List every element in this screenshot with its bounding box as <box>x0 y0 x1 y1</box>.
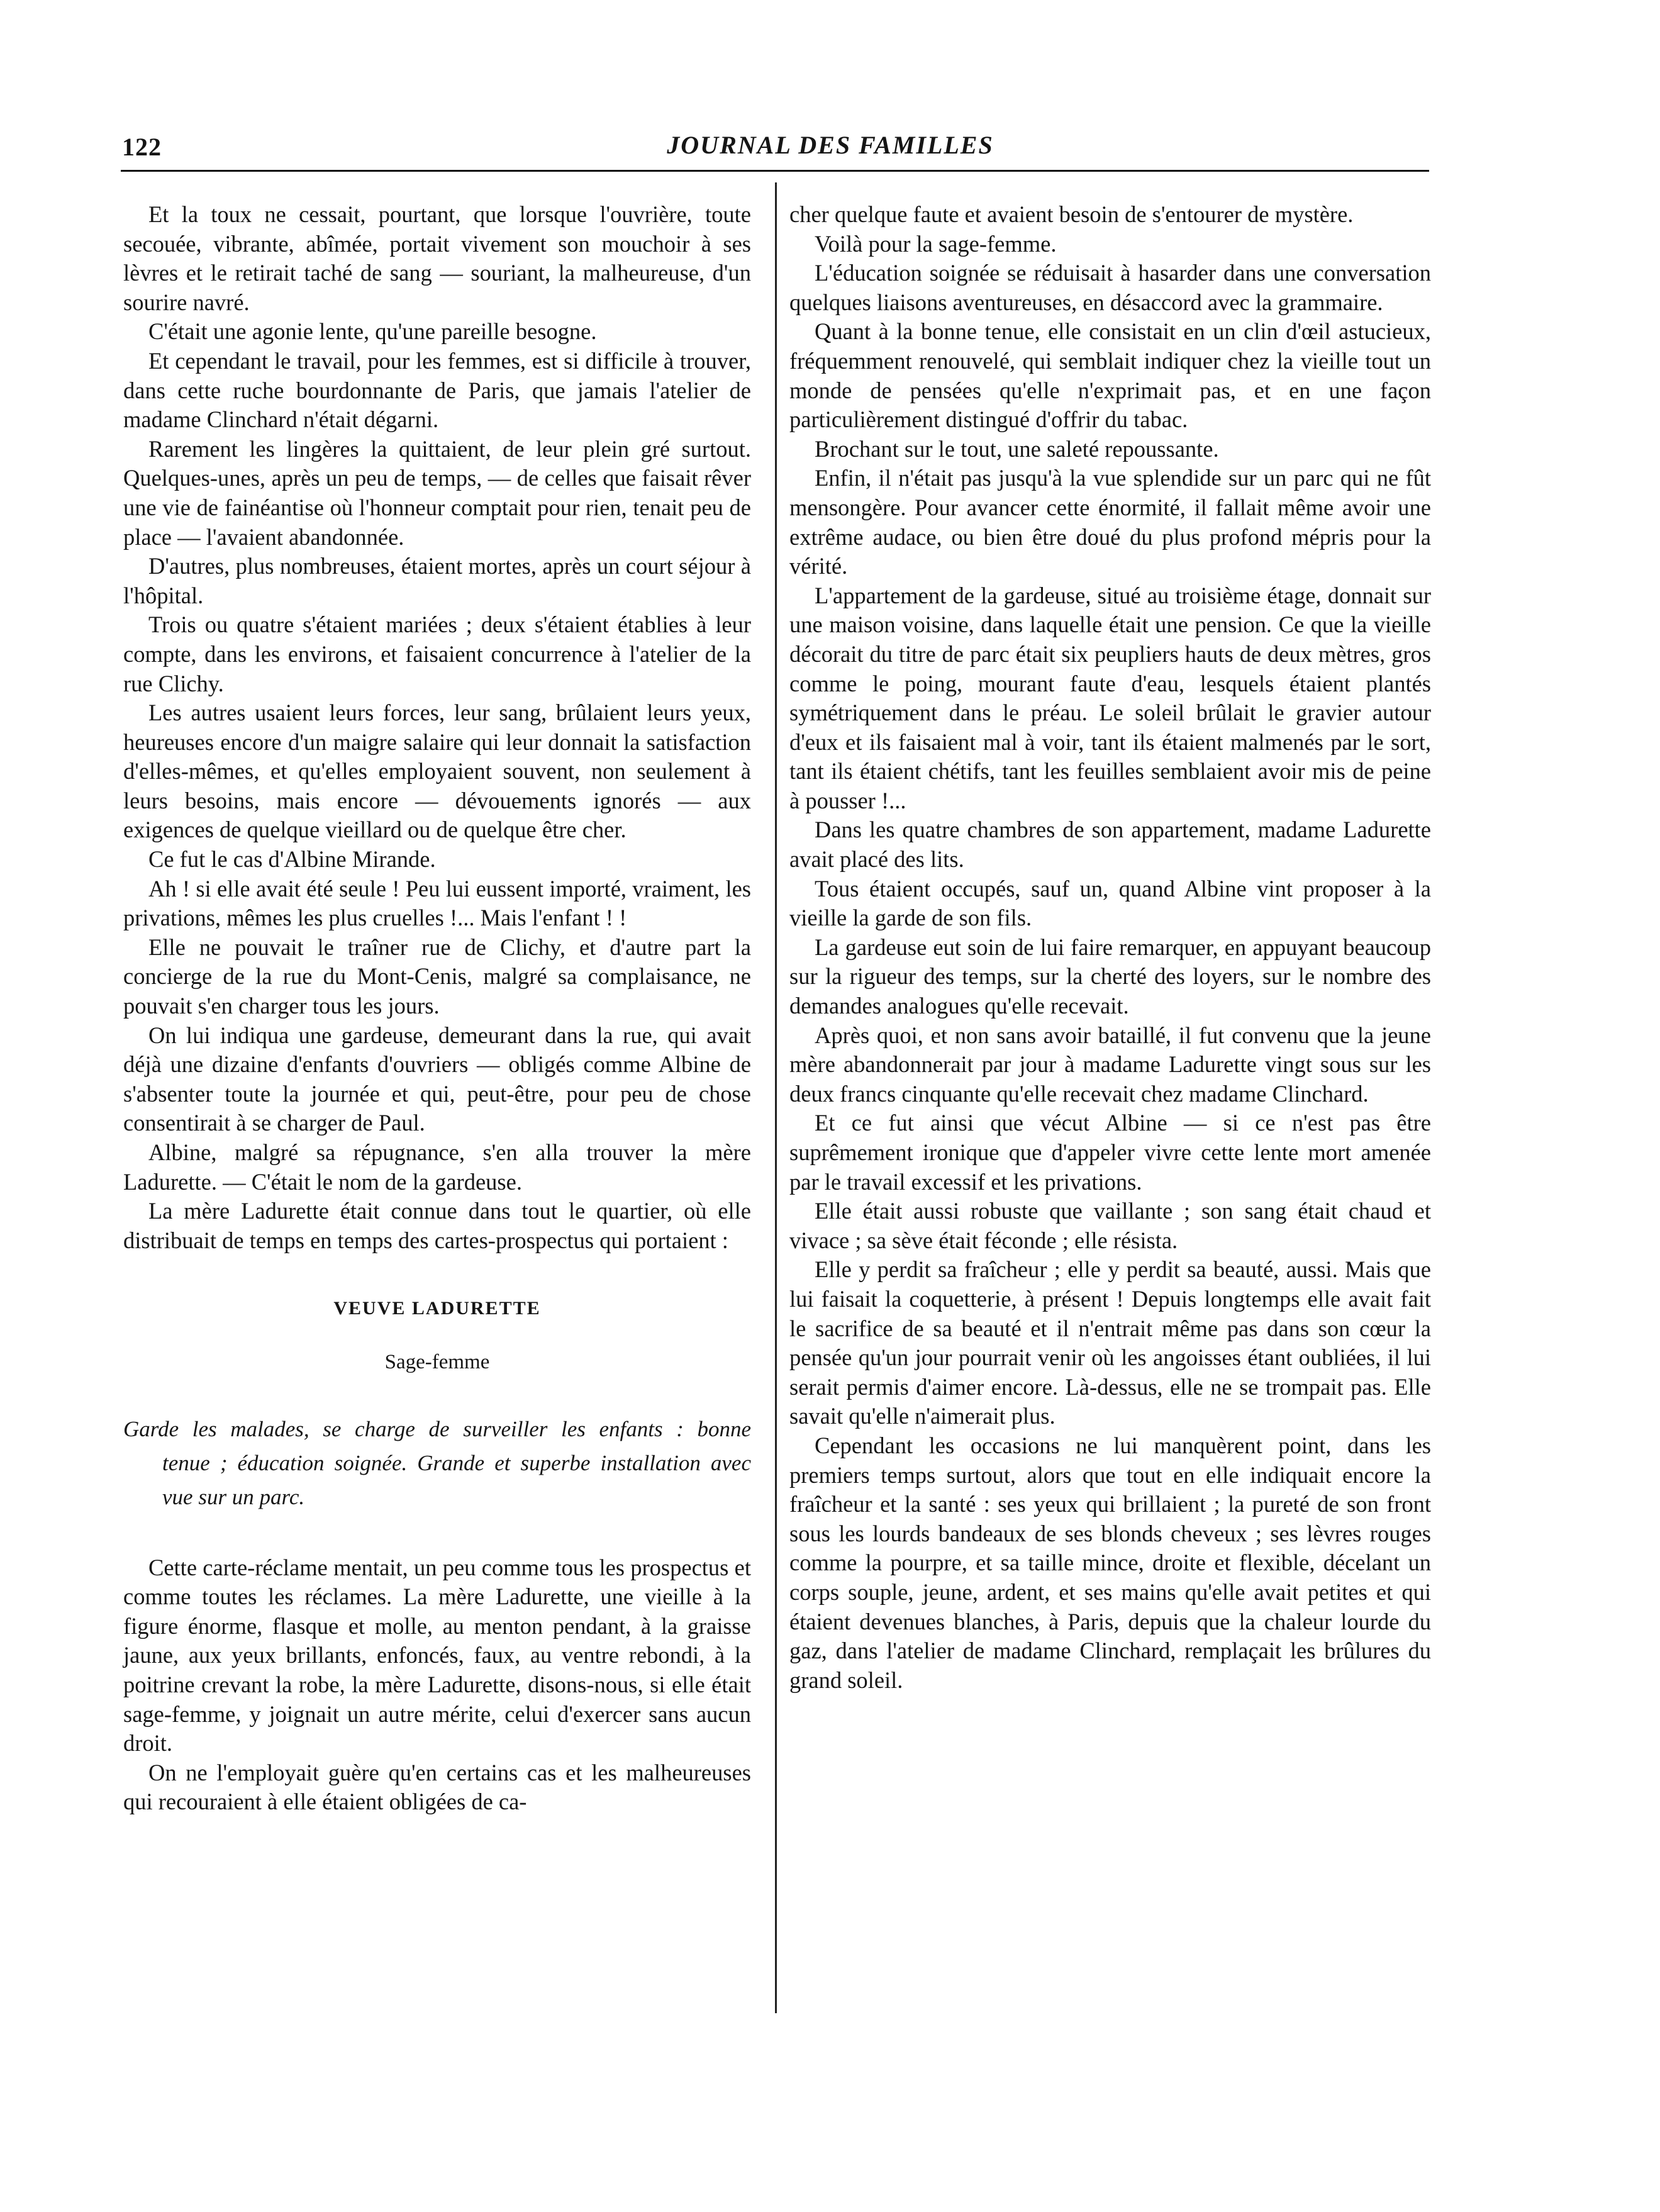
paragraph: Trois ou quatre s'étaient mariées ; deux s'étaient établies à leur compte, dans les environs, et faisaient concurrence à l'atelier de la rue Clichy. <box>123 612 751 696</box>
right-column-text <box>789 200 1431 1695</box>
card-subtitle: Sage-femme <box>384 1350 490 1373</box>
paragraph: Voilà pour la sage-femme. <box>815 230 1057 257</box>
right-column <box>789 200 1431 1695</box>
paragraph: La gardeuse eut soin de lui faire remarquer, en appuyant beaucoup sur la rigueur des temps, sur la cherté des loyers, sur le nombre des demandes analogues qu'elle recevait. <box>789 934 1431 1019</box>
paragraph: Et cependant le travail, pour les femmes, est si difficile à trouver, dans cette ruche bourdonnante de Paris, que jamais l'atelier de madame Clinchard n'était dégarni. <box>123 347 751 433</box>
paragraph: Cette carte-réclame mentait, un peu comme tous les prospectus et comme toutes les réclames. La mère Ladurette, une vieille à la figure énorme, flasque et molle, au menton pendant, à la graisse jaune, aux yeux brillants, enfoncés, faux, au ventre rebondi, à la poitrine crevant la robe, la mère Ladurette, disons-nous, si elle était sage-femme, y joignait un autre mérite, celui d'exercer sans aucun droit. <box>123 1554 751 1757</box>
paragraph: Quant à la bonne tenue, elle consistait en un clin d'œil astucieux, fréquemment renouvelé, qui semblait indiquer chez la vieille tout un monde de pensées qu'elle n'exprimait pas, et en une façon particulièrement distingué d'offrir du tabac. <box>789 318 1431 433</box>
left-column-text-before <box>123 200 751 1255</box>
paragraph: Les autres usaient leurs forces, leur sang, brûlaient leurs yeux, heureuses encore d'un maigre salaire qui leur donnait la satisfaction d'elles-mêmes, et qu'elles employaient souvent, non seulement à leurs besoins, mais encore — dévouements ignorés — aux exigences de quelque vieillard ou de quelque être cher. <box>123 700 751 843</box>
header-rule <box>121 170 1429 172</box>
paragraph: Ah ! si elle avait été seule ! Peu lui eussent importé, vraiment, les privations, mêmes les plus cruelles !... Mais l'enfant ! ! <box>123 875 751 931</box>
paragraph: C'était une agonie lente, qu'une pareille besogne. <box>148 318 597 345</box>
paragraph: L'appartement de la gardeuse, situé au troisième étage, donnait sur une maison voisine, dans laquelle était une pension. Ce que la vieille décorait du titre de parc était six peupliers hauts de deux mètres, gros comme le poing, mourant faute d'eau, lesquels étaient plantés symétriquement dans le préau. Le soleil brûlait le gravier autour d'eux et ils faisaient mal à voir, tant ils étaient malmenés par le sort, tant ils étaient chétifs, tant les feuilles semblaient avoir mis de peine à pousser !... <box>789 582 1431 813</box>
paragraph: On lui indiqua une gardeuse, demeurant dans la rue, qui avait déjà une dizaine d'enfants d'ouvriers — obligés comme Albine de s'absenter toute la journée et qui, peut-être, pour peu de chose consentirait à se charger de Paul. <box>123 1022 751 1136</box>
running-head: JOURNAL DES FAMILLES <box>667 131 994 159</box>
paragraph: L'éducation soignée se réduisait à hasarder dans une conversation quelques liaisons aventureuses, en désaccord avec la grammaire. <box>789 260 1431 315</box>
card-line: vue sur un parc. <box>162 1484 305 1509</box>
paragraph: Ce fut le cas d'Albine Mirande. <box>148 846 436 873</box>
paragraph: La mère Ladurette était connue dans tout le quartier, où elle distribuait de temps en temps des cartes-prospectus qui portaient : <box>123 1198 751 1253</box>
column-divider <box>775 182 777 2013</box>
paragraph: Dans les quatre chambres de son appartement, madame Ladurette avait placé des lits. <box>789 817 1431 873</box>
paragraph: Tous étaient occupés, sauf un, quand Albine vint proposer à la vieille la garde de son fils. <box>789 875 1431 931</box>
paragraph: Elle était aussi robuste que vaillante ; son sang était chaud et vivace ; sa sève était féconde ; elle résista. <box>789 1198 1431 1253</box>
left-column <box>123 200 751 1817</box>
paragraph: Et ce fut ainsi que vécut Albine — si ce n'est pas être suprêmement ironique que d'appeler vivre cette lente mort amenée par le travail excessif et les privations. <box>789 1110 1431 1195</box>
page-number: 122 <box>122 133 162 161</box>
paragraph: Brochant sur le tout, une saleté repoussante. <box>815 435 1219 462</box>
card-line: Garde les malades, se charge de surveiller les enfants : bonne <box>123 1416 751 1441</box>
card-title: VEUVE LADURETTE <box>333 1298 541 1319</box>
paragraph: Et la toux ne cessait, pourtant, que lorsque l'ouvrière, toute secouée, vibrante, abîmée, portait vivement son mouchoir à ses lèvres et le retirait taché de sang — souriant, la malheureuse, d'un sourire navré. <box>123 201 751 315</box>
paragraph: Elle y perdit sa fraîcheur ; elle y perdit sa beauté, aussi. Mais que lui faisait la coquetterie, à présent ! Depuis longtemps elle avait fait le sacrifice de sa beauté et il n'entrait même pas dans son cœur la pensée qu'un jour pourrait venir où les angoisses étant oubliées, il lui serait permis d'aimer encore. Là-dessus, elle ne se trompait pas. Elle savait qu'elle n'aimerait plus. <box>789 1256 1431 1429</box>
paragraph: cher quelque faute et avaient besoin de s'entourer de mystère. <box>789 201 1354 227</box>
paragraph: On ne l'employait guère qu'en certains cas et les malheureuses qui recouraient à elle étaient obligées de ca- <box>123 1759 751 1815</box>
card-line: tenue ; éducation soignée. Grande et superbe installation avec <box>162 1450 751 1475</box>
paragraph: Cependant les occasions ne lui manquèrent point, dans les premiers temps surtout, alors que tout en elle indiquait encore la fraîcheur et la santé : ses yeux qui brillaient ; la pureté de son front sous les lourds bandeaux de ses blonds cheveux ; ses lèvres rouges comme la pourpre, et sa taille mince, droite et flexible, décelant un corps souple, jeune, ardent, et ses mains qu'elle avait petites et qui étaient devenues blanches, à Paris, depuis que la chaleur lourde du gaz, dans l'atelier de madame Clinchard, remplaçait les brûlures du grand soleil. <box>789 1432 1431 1693</box>
paragraph: Albine, malgré sa répugnance, s'en alla trouver la mère Ladurette. — C'était le nom de la gardeuse. <box>123 1139 751 1195</box>
paragraph: Elle ne pouvait le traîner rue de Clichy, et d'autre part la concierge de la rue du Mont-Cenis, malgré sa complaisance, ne pouvait s'en charger tous les jours. <box>123 934 751 1019</box>
paragraph: Rarement les lingères la quittaient, de leur plein gré surtout. Quelques-unes, après un peu de temps, — de celles que faisait rêver une vie de fainéantise où l'honneur comptait pour rien, tenait peu de place — l'avaient abandonnée. <box>123 435 751 550</box>
left-column-text-after <box>123 1553 751 1817</box>
paragraph: D'autres, plus nombreuses, étaient mortes, après un court séjour à l'hôpital. <box>123 553 751 608</box>
paragraph: Enfin, il n'était pas jusqu'à la vue splendide sur un parc qui ne fût mensongère. Pour avancer cette énormité, il fallait même avoir une extrême audace, ou bien être doué du plus profond mépris pour la vérité. <box>789 465 1431 579</box>
card-body <box>123 1412 751 1514</box>
paragraph: Après quoi, et non sans avoir bataillé, il fut convenu que la jeune mère abandonnerait par jour à madame Ladurette vingt sous sur les deux francs cinquante qu'elle recevait chez madame Clinchard. <box>789 1022 1431 1107</box>
